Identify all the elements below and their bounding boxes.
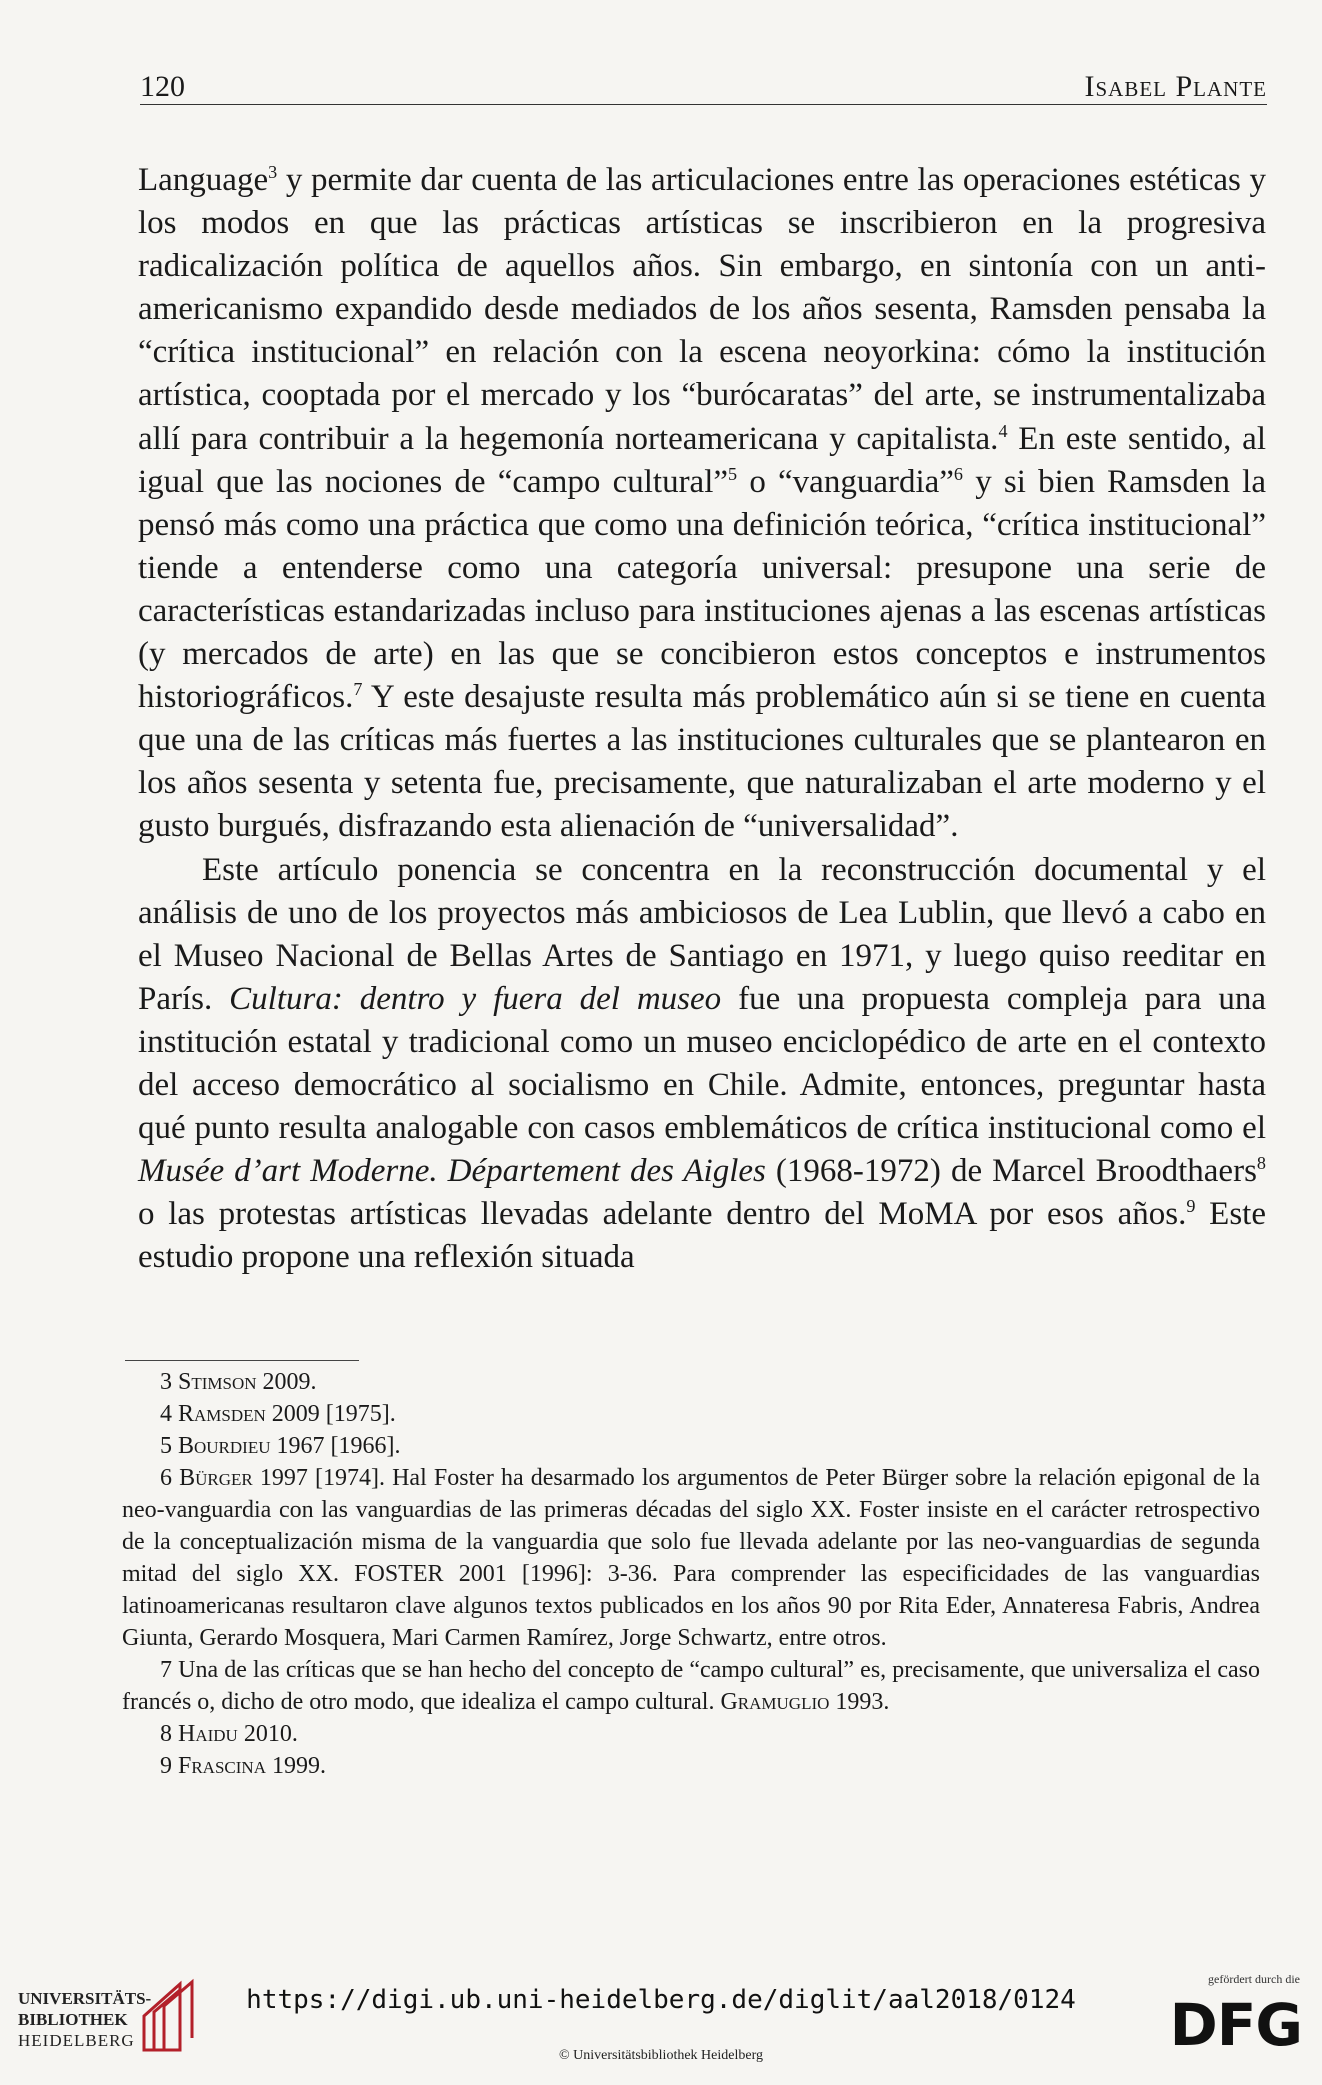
author-name: Frascina xyxy=(178,1753,266,1779)
text-run: 1999. xyxy=(265,1753,326,1779)
author-name: Bourdieu xyxy=(178,1433,271,1459)
text-run: 2009 [1975]. xyxy=(265,1401,396,1427)
text-run: 3 xyxy=(160,1369,178,1395)
text-run: 4 xyxy=(160,1401,178,1427)
note-reference: 4 xyxy=(998,420,1008,441)
footnotes xyxy=(122,1366,1260,1782)
text-run: 8 xyxy=(160,1721,178,1747)
text-run: 1967 [1966]. xyxy=(270,1433,401,1459)
footnote xyxy=(122,1366,1260,1398)
footnote-separator xyxy=(125,1360,359,1361)
text-run: 7 Una de las críticas que se han hecho del concepto de “campo cultural” es, precisamente, que universaliza el caso francés o, dicho de otro modo, que idealiza el campo cultural. xyxy=(122,1657,1260,1715)
dfg-logo[interactable]: DFG xyxy=(1169,1991,1302,2059)
text-run: o “vanguardia” xyxy=(737,463,954,500)
text-run: (1968-1972) de Marcel Broodthaers xyxy=(765,1153,1257,1190)
author-name: Stimson xyxy=(178,1369,257,1395)
footnote xyxy=(122,1718,1260,1750)
text-run: Language xyxy=(138,162,269,198)
note-reference: 5 xyxy=(728,463,738,484)
body-text xyxy=(138,159,1266,1279)
text-run: 6 xyxy=(160,1465,180,1491)
author-name: Ramsden xyxy=(178,1401,266,1427)
note-reference: 3 xyxy=(268,162,278,182)
text-run: En este sentido, al igual que las nociones de “campo cultural” xyxy=(138,420,1266,500)
text-run: 2009. xyxy=(256,1369,317,1395)
text-run: fue una propuesta compleja para una institución estatal y tradicional como un museo enciclopédico de arte en el contexto del acceso democrático al socialismo en Chile. Admite, entonces, preguntar hasta qué punto resulta analogable con casos emblemáticos de crítica institucional como el xyxy=(138,980,1267,1147)
author-name: Gramuglio xyxy=(720,1689,830,1715)
text-run: Este artículo ponencia se concentra en la reconstrucción documental y el análisis de uno de los proyectos más ambiciosos de Lea Lublin, que llevó a cabo en el Museo Nacional de Bellas Artes de Santiago en 1971, y luego quiso reeditar en París. xyxy=(138,851,1266,1017)
footnote xyxy=(122,1750,1260,1782)
text-run: Y este desajuste resulta más problemático aún si se tiene en cuenta que una de las críticas más fuertes a las instituciones culturales que se plantearon en los años sesenta y setenta fue, precisamente, que naturalizaban el arte moderno y el gusto burgués, disfrazando esta alienación de “universalidad”. xyxy=(138,679,1266,845)
text-run: 1997 [1974]. Hal Foster ha desarmado los argumentos de Peter Bürger sobre la relación epigonal de la neo-vanguardia con las vanguardias de las primeras décadas del siglo XX. Foster insiste en el carácter retrospectivo de la conceptualización misma de la vanguardia que solo fue llevada adelante por las neo-vanguardias de segunda mitad del siglo XX. FOSTER 2001 [1996]: 3-36. Para comprender las especificidades de las vanguardias latinoamericanas resultaron clave algunos textos publicados en los años 90 por Rita Eder, Annateresa Fabris, Andrea Giunta, Gerardo Mosquera, Mari Carmen Ramírez, Jorge Schwartz, entre otros. xyxy=(122,1465,1261,1651)
footnote xyxy=(122,1398,1260,1430)
running-head: Isabel Plante xyxy=(1084,70,1267,103)
footnote xyxy=(122,1654,1260,1718)
text-run: 2010. xyxy=(237,1721,298,1747)
note-reference: 7 xyxy=(353,679,363,700)
text-run: 5 xyxy=(160,1433,178,1459)
permalink[interactable]: https://digi.ub.uni-heidelberg.de/diglit/aal2018/0124 xyxy=(246,1985,1076,2015)
text-run: 9 xyxy=(160,1753,178,1779)
footnote xyxy=(122,1430,1260,1462)
funding-note: gefördert durch die xyxy=(1208,1972,1300,1986)
text-run: y si bien Ramsden la pensó más como una práctica que como una definición teórica, “crítica institucional” tiende a entenderse como una categoría universal: presupone una serie de características estandarizadas incluso para instituciones ajenas a las escenas artísticas (y mercados de arte) en las que se concibieron estos conceptos e instrumentos historiográficos. xyxy=(138,463,1266,716)
text-run: o las protestas artísticas llevadas adelante dentro del MoMA por esos años. xyxy=(138,1196,1187,1233)
author-name: Bürger xyxy=(179,1465,253,1491)
library-line: UNIVERSITÄTS- xyxy=(18,1989,152,2008)
paragraph xyxy=(138,849,1266,1280)
paragraph xyxy=(138,159,1266,849)
italic-title: Musée d’art Moderne. Département des Aigles xyxy=(138,1153,766,1190)
page-header xyxy=(140,60,1267,105)
note-reference: 8 xyxy=(1256,1153,1266,1174)
library-line: HEIDELBERG xyxy=(18,2031,135,2050)
text-run: Este estudio propone una reflexión situada xyxy=(138,1196,1266,1276)
note-reference: 9 xyxy=(1186,1196,1196,1217)
page-number: 120 xyxy=(140,70,185,103)
text-run: y permite dar cuenta de las articulaciones entre las operaciones estéticas y los modos en que las prácticas artísticas se inscribieron en la progresiva radicalización política de aquellos años. Sin embargo, en sintonía con un anti-americanismo expandido desde mediados de los años sesenta, Ramsden pensaba la “crítica institucional” en relación con la escena neoyorkina: cómo la institución artística, cooptada por el mercado y los “burócaratas” del arte, se instrumentalizaba allí para contribuir a la hegemonía norteamericana y capitalista. xyxy=(138,162,1266,457)
text-run: 1993. xyxy=(829,1689,890,1715)
footnote xyxy=(122,1462,1260,1654)
author-name: Haidu xyxy=(178,1721,238,1747)
library-line: BIBLIOTHEK xyxy=(18,2010,128,2029)
copyright-notice: © Universitätsbibliothek Heidelberg xyxy=(558,2048,763,2063)
italic-title: Cultura: dentro y fuera del museo xyxy=(229,980,722,1017)
note-reference: 6 xyxy=(953,463,963,484)
